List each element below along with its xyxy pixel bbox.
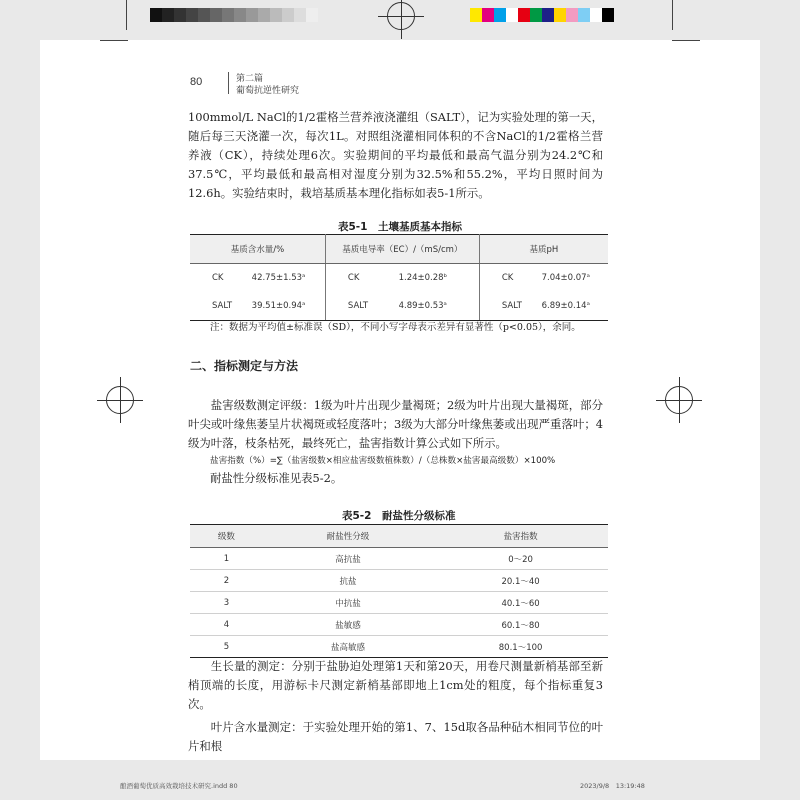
header-part: 第二篇 <box>236 74 264 84</box>
section-title: 二、指标测定与方法 <box>190 359 299 373</box>
paragraph-1-text: 100mmol/L NaCl的1/2霍格兰营养液浇灌组（SALT），记为实验处理的第一天，随后每三天浇灌一次，每次1L。对照组浇灌相同体积的不含NaCl的1/2霍格兰营养液（CK），持续处理6次。实验期间的平均最低和最高气温分别为24.2℃和37.5℃，平均最低和最高相对湿度分别为32.5%和55.2%，平均日照时间为12.6h。实验结束时，栽培基质基本理化指标如表5-1所示。 <box>188 110 603 200</box>
cell-value: 42.75±1.53ᵃ <box>248 264 326 293</box>
salt-index-formula: 盐害指数（%）=∑（盐害级数×相应盐害级数植株数）/（总株数×盐害最高级数）×100% <box>210 456 556 466</box>
cell-value: 1.24±0.28ᵇ <box>395 264 480 293</box>
cell-index: 40.1～60 <box>433 592 608 614</box>
registration-mark-right <box>665 386 693 414</box>
table2-header-class: 耐盐性分级 <box>263 525 433 548</box>
table-row <box>190 592 608 614</box>
cell-label: CK <box>347 273 360 283</box>
cell-level: 1 <box>190 548 263 570</box>
table1-caption: 表5-1 土壤基质基本指标 <box>338 221 462 233</box>
cell-value: 7.04±0.07ᵃ <box>541 273 590 283</box>
table-row <box>190 548 608 570</box>
cell-label: CK <box>212 273 224 283</box>
cell-value: 4.89±0.53ᵃ <box>395 292 480 321</box>
paragraph-4-text: 生长量的测定：分别于盐胁迫处理第1天和第20天，用卷尺测量新梢基部至新梢顶端的长度，用游标卡尺测定新梢基部即地上1cm处的粗度，每个指标重复3次。 <box>188 659 603 711</box>
footer-timestamp: 2023/9/8 13:19:48 <box>580 782 645 790</box>
cell-class: 抗盐 <box>263 570 433 592</box>
table1-header-ph: 基质pH <box>479 235 608 264</box>
crop-mark <box>100 40 128 41</box>
cell-label: SALT <box>325 292 394 321</box>
cell-level: 3 <box>190 592 263 614</box>
cell-label: SALT <box>190 292 248 321</box>
table-soil-indicators <box>190 234 608 321</box>
table-salt-tolerance <box>190 524 608 658</box>
paragraph-5-text: 叶片含水量测定：于实验处理开始的第1、7、15d取各品种砧木相同节位的叶片和根 <box>188 720 603 753</box>
cell-class: 盐敏感 <box>263 614 433 636</box>
paragraph-3-text: 耐盐性分级标准见表5-2。 <box>210 471 343 485</box>
crop-mark <box>672 40 700 41</box>
table1-header-ec: 基质电导率（EC）/（mS/cm） <box>325 235 479 264</box>
paragraph-2-text: 盐害级数测定评级：1级为叶片出现少量褐斑；2级为叶片出现大量褐斑，部分叶尖或叶缘焦萎呈片状褐斑或轻度落叶；3级为大部分叶缘焦萎或出现严重落叶；4级为叶落，枝条枯死，最终死亡，盐害指数计算公式如下所示。 <box>188 398 603 450</box>
cell-level: 4 <box>190 614 263 636</box>
registration-mark-top <box>387 2 415 30</box>
header-part-title: 葡萄抗逆性研究 <box>236 86 300 96</box>
paragraph-1 <box>188 108 603 203</box>
table2-header-level: 级数 <box>190 525 263 548</box>
color-bar <box>470 8 614 22</box>
table2-caption: 表5-2 耐盐性分级标准 <box>342 510 456 522</box>
cell-class: 盐高敏感 <box>263 636 433 658</box>
cell-class: 中抗盐 <box>263 592 433 614</box>
cell-index: 0～20 <box>433 548 608 570</box>
page-number: 80 <box>190 76 203 88</box>
table1-note: 注：数据为平均值±标准误（SD），不同小写字母表示差异有显著性（p<0.05），余同。 <box>210 322 581 333</box>
table-row <box>190 614 608 636</box>
table-row <box>190 570 608 592</box>
cell-index: 20.1～40 <box>433 570 608 592</box>
cell-label: SALT <box>479 292 537 321</box>
paragraph-4 <box>188 657 603 714</box>
table-row <box>190 636 608 658</box>
table-row <box>190 264 608 293</box>
cell-class: 高抗盐 <box>263 548 433 570</box>
registration-mark-left <box>106 386 134 414</box>
cell-index: 80.1～100 <box>433 636 608 658</box>
cell-level: 5 <box>190 636 263 658</box>
header-divider <box>228 72 229 94</box>
cell-index: 60.1～80 <box>433 614 608 636</box>
cell-level: 2 <box>190 570 263 592</box>
paragraph-5 <box>188 718 603 756</box>
footer-file: 酿酒葡萄优质高效栽培技术研究.indd 80 <box>120 782 238 790</box>
paragraph-3 <box>210 469 625 488</box>
cell-value: 6.89±0.14ᵃ <box>538 292 608 321</box>
table-row <box>190 292 608 321</box>
paragraph-2 <box>188 396 603 453</box>
table1-header-water: 基质含水量/% <box>190 235 325 264</box>
cell-label: CK <box>501 273 514 283</box>
grayscale-bar <box>150 8 318 22</box>
crop-mark <box>672 0 673 30</box>
cell-value: 39.51±0.94ᵃ <box>248 292 326 321</box>
crop-mark <box>126 0 127 30</box>
table2-header-index: 盐害指数 <box>433 525 608 548</box>
